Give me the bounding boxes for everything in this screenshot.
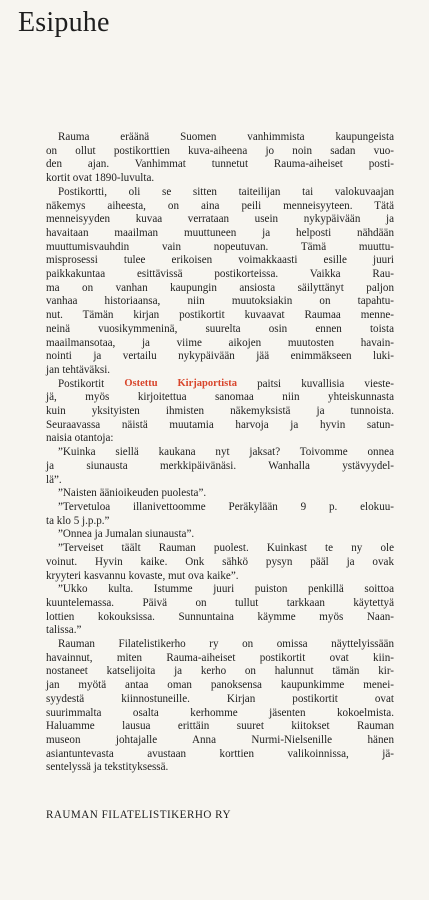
text-line: muuttumisvauhdin vain nopeutuvan. Tämä muuttu- [46, 240, 394, 253]
text-line: naisia otantoja: [46, 432, 114, 445]
text-line: Rauma eräänä Suomen vanhimmista kaupungeista [58, 131, 394, 143]
text-line: Postikortti, oli se sitten taiteilijan tai valokuvaajan [58, 185, 394, 198]
body-text [46, 131, 394, 775]
paragraph [46, 528, 394, 542]
text-line: havainnut, miten Rauma-aiheiset postikortit ovat kiin- [46, 651, 394, 664]
text-line: ”Kuinka siellä kaukana nyt jaksat? Toivomme onnea [58, 446, 394, 459]
text-line: havaitaan maailman muuttuneen ja helposti nähdään [46, 226, 394, 239]
text-line: paikkakuntaa esittävissä postikorteissa. Vaikka Rau- [46, 268, 394, 281]
stamp-text: Ostettu Kirjaportista [124, 377, 237, 389]
text-line: sentelyssä ja tekstityksessä. [46, 761, 169, 774]
text-line: neinä vuosikymmeninä, suurelta osin ennen toista [46, 322, 394, 335]
text-line: kortit ovat 1890-luvulta. [46, 172, 155, 185]
text-line: ”Terveiset täält Rauman puolest. Kuinkast te ny ole [58, 542, 394, 555]
text-line: Seuraavassa näistä muutamia harvoja ja hyvin satun- [46, 418, 394, 431]
text-line: asiantuntevasta avustaan korttien valikoinnissa, jä- [46, 747, 394, 760]
text-line: kryyteri kasvannu kovaste, mut ova kaike”. [46, 569, 239, 582]
text-line: nostaneet katselijoita ja kerho on halunnut tämän kir- [46, 665, 394, 678]
text-line: talissa.” [46, 624, 82, 637]
text-line: ”Tervetuloa illanivettoomme Peräkylään 9 p. elokuu- [58, 500, 394, 513]
text-line: näkemys aiheesta, on aina peili menneisyyteen. Tätä [46, 199, 394, 212]
text-line: ja siunausta merkkipäivänäsi. Wanhalla ystävyydel- [46, 459, 394, 472]
text-line: den ajan. Vanhimmat tunnetut Rauma-aiheiset posti- [46, 158, 394, 171]
paragraph [46, 487, 394, 501]
paragraph [46, 131, 394, 186]
text-line: nut. Tämän kirjan postikortit kuvaavat Raumaa menne- [46, 309, 394, 322]
text-line: lottien kokouksissa. Sunnuntaina käymme myös Naan- [46, 610, 394, 623]
text-line: Rauman Filatelistikerho ry on omissa näyttelyissään [58, 638, 394, 651]
paragraph [46, 638, 394, 775]
text-line: ”Naisten äänioikeuden puolesta”. [58, 487, 207, 500]
text-line: ”Ukko kulta. Istumme juuri puiston penkillä soittoa [58, 583, 394, 596]
text-line: misprosessi tulee erikoisen voimakkaasti esille juuri [46, 254, 394, 267]
text-line: on ollut postikorttien kuva-aiheena jo noin sadan vuo- [46, 144, 394, 157]
text-line: ma on vanhan kaupungin ansiosta säilyttänyt paljon [46, 281, 394, 294]
signature: RAUMAN FILATELISTIKERHO RY [46, 809, 231, 821]
paragraph [46, 186, 394, 378]
paragraph [46, 542, 394, 583]
text-line: lä”. [46, 473, 62, 486]
text-line: nointi ja vertailu nykypäivään jää enimmäkseen luki- [46, 350, 394, 363]
text-line: Postikortit Ostettu Kirjaportista paitsi kuvallisia vieste- [58, 377, 394, 390]
text-line: ”Onnea ja Jumalan siunausta”. [58, 528, 195, 541]
paragraph [46, 378, 394, 447]
text-line: jä, myös kirjoitettua sanomaa niin yhteiskunnasta [46, 391, 394, 404]
text-line: maailmansotaa, ja viime aikojen muutosten havain- [46, 336, 394, 349]
text-line: kuin yksityisten ihmisten näkemyksistä ja tunnoista. [46, 405, 394, 418]
text-line: jan myötä antaa oman panoksensa kaupunkimme menei- [46, 679, 394, 692]
paragraph [46, 501, 394, 528]
text-line: vanhaa historiaansa, niin muutoksiakin on tapahtu- [46, 295, 394, 308]
paragraph [46, 446, 394, 487]
text-line: suurimmalta osalta kerhomme jäsenten kokoelmista. [46, 706, 394, 719]
text-line: voinut. Hyvin kaike. Onk sähkö pysyn pääl ja ovak [46, 555, 394, 568]
text-line: Haluamme lausua erittäin suuret kiitokset Rauman [46, 720, 394, 733]
text-line: syydestä kiinnostuneille. Kirjan postikortit ovat [46, 692, 394, 705]
text-line: menneisyyden kuvaa verrataan usein nykypäivään ja [46, 213, 394, 226]
text-line: ta klo 5 j.p.p.” [46, 514, 110, 527]
text-line: jan tehtäväksi. [46, 363, 111, 376]
text-line: kuuntelemassa. Päivä on tullut tarkkaan käytettyä [46, 596, 394, 609]
paragraph [46, 583, 394, 638]
page-title: Esipuhe [18, 7, 110, 38]
text-line: museon johtajalle Anna Nurmi-Nielsenille hänen [46, 733, 394, 746]
